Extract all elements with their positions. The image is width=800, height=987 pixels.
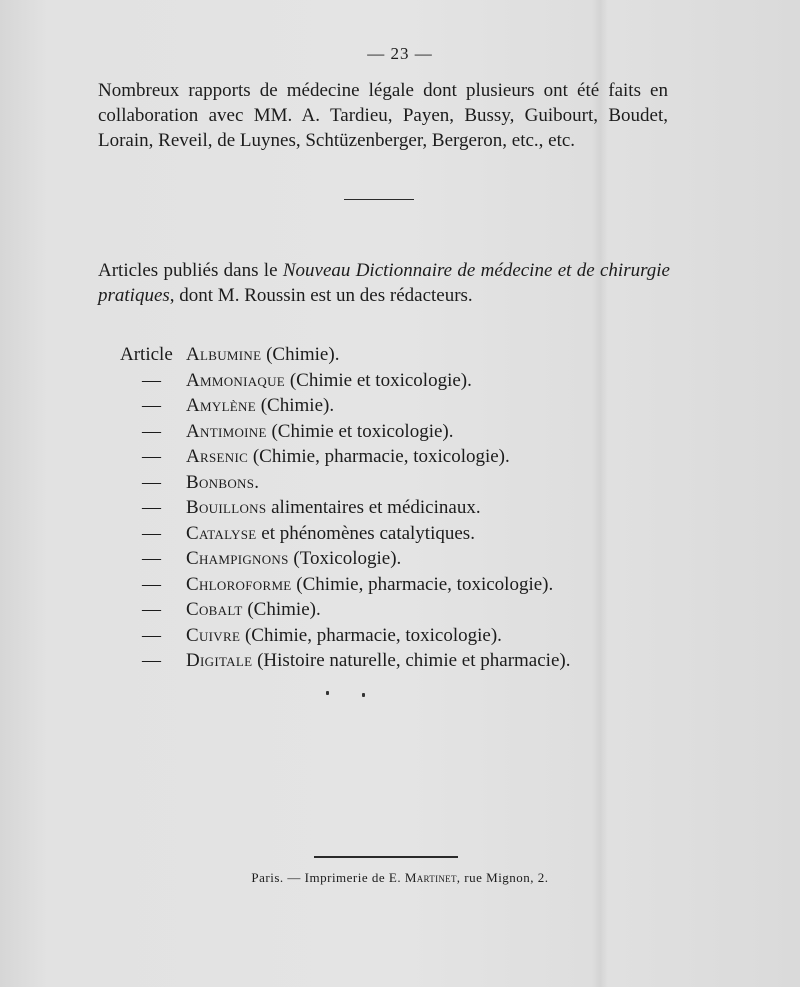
article-term: Antimoine [186,420,267,442]
page-number: — 23 — [367,44,433,63]
article-term: Bonbons [186,471,255,493]
article-description: (Chimie). [261,344,340,365]
article-description: (Chimie, pharmacie, toxicologie). [240,624,502,646]
article-term: Albumine [186,344,262,365]
article-term: Amylène [186,395,256,416]
ditto-dash: — [142,522,161,544]
ditto-dash: — [142,471,161,493]
imprint-text-before: Paris. — Imprimerie de E. [251,870,405,885]
footer-divider [314,856,458,858]
ditto-dash: — [142,420,161,442]
article-term: Arsenic [186,446,249,467]
list-item [120,597,640,623]
article-term: Cuivre [186,624,241,646]
list-item [120,521,640,547]
article-description: (Chimie, pharmacie, toxicologie). [291,573,554,595]
ditto-dash: — [142,369,161,391]
article-term: Chloroforme [186,573,292,595]
ditto-dash: — [142,446,161,467]
ditto-dash: — [142,650,161,671]
article-description: (Histoire naturelle, chimie et pharmacie). [252,650,571,671]
list-item [120,393,640,419]
article-description: (Chimie). [242,599,321,620]
list-item [120,368,640,394]
article-description: (Chimie, pharmacie, toxicologie). [248,446,510,467]
list-item [120,342,640,368]
section-divider [344,199,414,200]
ditto-dash: — [142,599,161,620]
article-list [120,342,640,674]
ink-speck [362,693,365,697]
article-description: (Chimie et toxicologie). [285,369,472,391]
list-item [120,546,640,572]
list-item [120,648,640,674]
list-item [120,572,640,598]
ditto-dash: — [142,548,161,569]
article-term: Digitale [186,650,253,671]
articles-text-after: , dont M. Roussin est un des rédacteurs. [169,285,473,306]
article-term: Cobalt [186,599,243,620]
printer-name: Martinet [404,870,457,885]
list-item [120,470,640,496]
imprint-text-after: , rue Mignon, 2. [456,870,549,885]
article-description: alimentaires et médicinaux. [266,497,481,518]
intro-paragraph: Nombreux rapports de médecine légale dont plusieurs ont été faits en collaboration avec MM. A. Tardieu, Payen, Bussy, Guibourt, Boudet, Lorain, Reveil, de Luynes, Schtüzenberger, Bergeron, etc., etc. [98,80,668,151]
list-item [120,444,640,470]
article-description: . [254,471,259,493]
articles-text-before: Articles publiés dans le [98,260,283,281]
ditto-dash: — [142,624,161,646]
list-item [120,495,640,521]
ditto-dash: — [142,573,161,595]
article-term: Bouillons [186,497,267,518]
list-item [120,623,640,649]
ditto-dash: — [142,497,161,518]
ink-speck [326,691,329,695]
ditto-dash: — [142,395,161,416]
article-term: Champignons [186,548,289,569]
list-item [120,419,640,445]
article-term: Catalyse [186,522,257,544]
article-term: Ammoniaque [186,369,286,391]
dictionary-title: Nouveau Dictionnaire de médecine et de chirurgie pratiques [98,260,670,306]
article-lead-label: Article [120,344,173,365]
printer-imprint [0,870,800,886]
articles-paragraph [98,258,670,308]
article-description: et phénomènes catalytiques. [256,522,475,544]
article-description: (Chimie et toxicologie). [266,420,454,442]
article-description: (Toxicologie). [288,548,402,569]
article-description: (Chimie). [255,395,335,416]
